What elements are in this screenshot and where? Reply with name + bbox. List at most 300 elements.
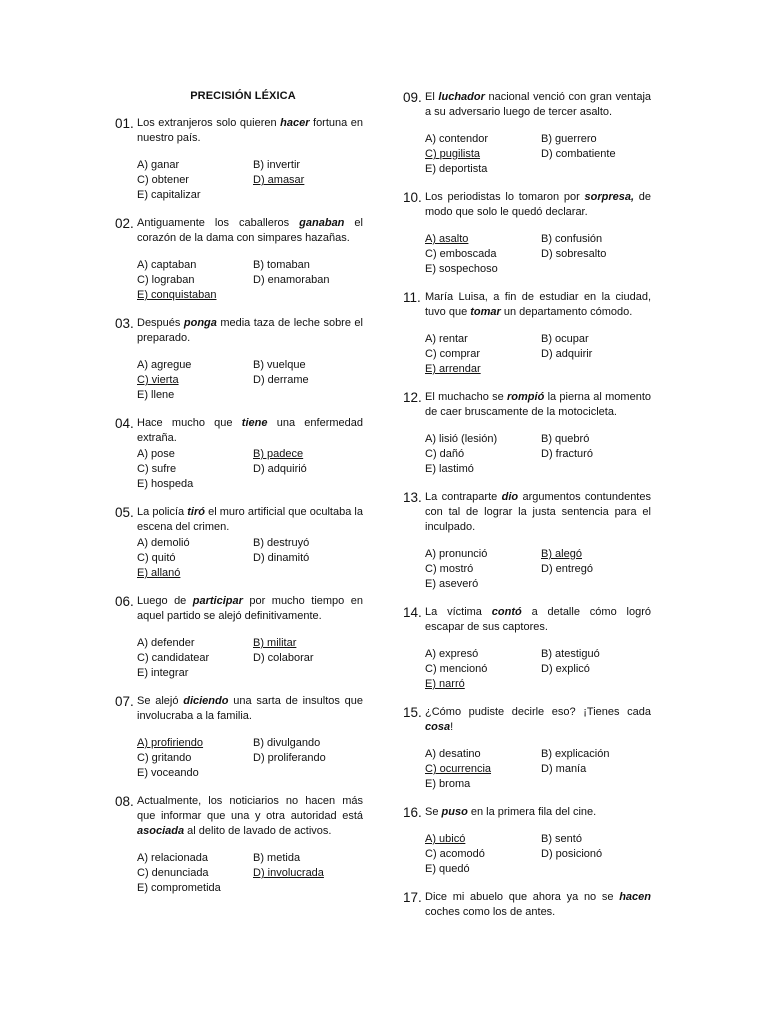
answer-option (253, 536, 369, 551)
stem-after: un departamento cómodo. (500, 306, 633, 318)
answer-option (541, 847, 657, 862)
question-number: 11. (403, 290, 421, 305)
answer-option-label: A) asalto (425, 233, 469, 245)
question-stem (115, 316, 363, 346)
keyword: rompió (507, 391, 545, 403)
answer-option-label: E) sospechoso (425, 263, 498, 275)
answer-option-label: E) quedó (425, 863, 470, 875)
answer-options (425, 332, 651, 377)
answer-option-label: D) manía (541, 763, 587, 775)
answer-option-label: D) sobresalto (541, 248, 607, 260)
question-stem (115, 794, 363, 839)
answer-option-label: C) comprar (425, 348, 481, 360)
answer-option-label: B) guerrero (541, 133, 597, 145)
answer-option-label: C) sufre (137, 463, 177, 475)
stem-before: ¿Cómo pudiste decirle eso? ¡Tienes cada (425, 706, 651, 718)
answer-option (253, 358, 369, 373)
answer-option-label: E) voceando (137, 767, 199, 779)
answer-option-correct (425, 762, 541, 777)
answer-option (137, 651, 253, 666)
stem-after: la pierna al momento de caer bruscamente de la motocicleta. (425, 391, 651, 418)
answer-option-label: B) explicación (541, 748, 610, 760)
answer-option (541, 132, 657, 147)
answer-option-label: E) deportista (425, 163, 488, 175)
answer-options (137, 258, 363, 303)
answer-option (425, 577, 541, 592)
answer-option (541, 747, 657, 762)
answer-option-label: C) mencionó (425, 663, 488, 675)
answer-option-label: B) quebró (541, 433, 590, 445)
answer-option-label: E) allanó (137, 567, 181, 579)
page-title: PRECISIÓN LÉXICA (190, 90, 296, 102)
stem-before: Antiguamente los caballeros (137, 217, 300, 229)
stem-after: de modo que solo le quedó declarar. (425, 191, 651, 218)
question-text (425, 290, 651, 320)
answer-option (137, 462, 253, 477)
answer-option-label: D) colaborar (253, 652, 314, 664)
question-number: 07. (115, 694, 134, 709)
answer-option (541, 562, 657, 577)
answer-option-correct (253, 447, 369, 462)
answer-option (541, 147, 657, 162)
question-4 (115, 416, 363, 492)
stem-after: una enfermedad extraña. (137, 417, 364, 444)
question-number: 15. (403, 705, 422, 720)
answer-option (137, 477, 253, 492)
answer-option-correct (137, 566, 253, 581)
answer-option (425, 562, 541, 577)
answer-option-label: D) adquirió (253, 463, 307, 475)
answer-option-label: D) fracturó (541, 448, 593, 460)
question-stem (403, 890, 651, 920)
question-stem (115, 694, 363, 724)
answer-option (425, 462, 541, 477)
answer-option (137, 881, 253, 896)
question-2 (115, 216, 363, 303)
stem-before: El (425, 91, 439, 103)
question-text (137, 216, 363, 246)
answer-option (253, 373, 369, 388)
question-stem (115, 505, 363, 535)
stem-after: media taza de leche sobre el preparado. (137, 317, 363, 344)
answer-option (425, 332, 541, 347)
answer-option-label: B) sentó (541, 833, 582, 845)
keyword: cosa (425, 721, 451, 733)
answer-options (425, 647, 651, 692)
answer-option (541, 447, 657, 462)
answer-option-label: A) expresó (425, 648, 479, 660)
question-14 (403, 605, 651, 692)
question-text (137, 794, 363, 839)
answer-option (425, 777, 541, 792)
answer-option-label: C) denunciada (137, 867, 209, 879)
answer-option-label: A) profiriendo (137, 737, 204, 749)
question-text (137, 594, 363, 624)
answer-option (137, 551, 253, 566)
answer-option-label: E) comprometida (137, 882, 221, 894)
answer-option-correct (541, 547, 657, 562)
question-stem (403, 190, 651, 220)
answer-option (425, 747, 541, 762)
stem-after: argumentos contundentes con tal de lograr la justa sentencia para el inculpado. (425, 491, 651, 533)
question-text (425, 605, 651, 635)
answer-option-correct (137, 288, 253, 303)
answer-option-correct (253, 636, 369, 651)
keyword: ganaban (299, 217, 345, 229)
answer-option-label: D) combatiente (541, 148, 616, 160)
question-number: 04. (115, 416, 134, 431)
stem-before: El muchacho se (425, 391, 508, 403)
answer-option (137, 258, 253, 273)
question-text (425, 90, 651, 120)
answer-option (137, 751, 253, 766)
keyword: ponga (183, 317, 217, 329)
answer-option (137, 447, 253, 462)
question-number: 06. (115, 594, 134, 609)
answer-option-label: C) mostró (425, 563, 474, 575)
answer-option-label: D) enamoraban (253, 274, 330, 286)
question-stem (403, 290, 651, 320)
question-stem (403, 490, 651, 535)
stem-after: fortuna en nuestro país. (137, 117, 364, 144)
question-text (425, 890, 651, 920)
question-text (137, 116, 363, 146)
question-number: 14. (403, 605, 422, 620)
question-8 (115, 794, 363, 896)
answer-option (425, 262, 541, 277)
answer-option-label: E) arrendar (425, 363, 481, 375)
answer-option-correct (425, 147, 541, 162)
question-text (137, 416, 363, 446)
answer-option (137, 851, 253, 866)
answer-option-label: C) emboscada (425, 248, 497, 260)
question-number: 08. (115, 794, 134, 809)
answer-option-label: D) amasar (253, 174, 305, 186)
answer-options (137, 736, 363, 781)
question-12 (403, 390, 651, 477)
answer-option-label: E) aseveró (425, 578, 479, 590)
stem-before: María Luisa, a fin de estudiar en la ciudad, tuvo que (425, 291, 651, 318)
answer-options (137, 851, 363, 896)
question-stem (403, 390, 651, 420)
stem-after: coches como los de antes. (425, 906, 556, 918)
answer-option (541, 762, 657, 777)
answer-option (137, 273, 253, 288)
keyword: participar (192, 595, 243, 607)
answer-options (137, 536, 363, 581)
keyword: hacer (280, 117, 310, 129)
answer-option-label: B) alegó (541, 548, 582, 560)
answer-option (425, 247, 541, 262)
answer-option-label: A) captaban (137, 259, 197, 271)
answer-option-label: C) ocurrencia (425, 763, 492, 775)
answer-option-correct (425, 362, 541, 377)
stem-after: el muro artificial que ocultaba la escena del crimen. (137, 506, 363, 533)
answer-option-label: E) conquistaban (137, 289, 217, 301)
answer-option-label: A) relacionada (137, 852, 208, 864)
answer-option-label: E) narró (425, 678, 465, 690)
answer-option (541, 347, 657, 362)
question-15 (403, 705, 651, 792)
keyword: hacen (619, 891, 651, 903)
question-text (425, 190, 651, 220)
keyword: tiró (187, 506, 205, 518)
answer-option-label: E) hospeda (137, 478, 194, 490)
question-17 (403, 890, 651, 920)
answer-option (425, 162, 541, 177)
answer-option (253, 736, 369, 751)
answer-option-label: C) acomodó (425, 848, 485, 860)
question-5 (115, 505, 363, 581)
question-number: 09. (403, 90, 422, 105)
question-list-right (403, 90, 651, 920)
answer-options (137, 447, 363, 492)
stem-after: ! (450, 721, 454, 733)
answer-option-label: B) metida (253, 852, 301, 864)
question-stem (115, 594, 363, 624)
answer-option (253, 158, 369, 173)
answer-option-label: B) tomaban (253, 259, 310, 271)
question-text (425, 490, 651, 535)
answer-option-correct (253, 173, 369, 188)
question-text (137, 694, 363, 724)
question-number: 16. (403, 805, 422, 820)
question-stem (403, 705, 651, 735)
question-text (425, 705, 651, 735)
answer-options (137, 158, 363, 203)
answer-option-correct (425, 232, 541, 247)
question-text (137, 505, 363, 535)
question-text (425, 390, 651, 420)
question-list-left (115, 116, 363, 896)
stem-before: Los periodistas lo tomaron por (425, 191, 585, 203)
stem-before: La contraparte (425, 491, 502, 503)
question-3 (115, 316, 363, 403)
answer-option-label: D) involucrada (253, 867, 324, 879)
answer-option (425, 847, 541, 862)
answer-option (253, 851, 369, 866)
question-16 (403, 805, 651, 877)
answer-option-correct (425, 832, 541, 847)
question-number: 10. (403, 190, 422, 205)
answer-option-label: C) quitó (137, 552, 176, 564)
answer-option-label: A) ganar (137, 159, 180, 171)
question-number: 03. (115, 316, 134, 331)
keyword: sorpresa, (584, 191, 635, 203)
answer-option (541, 332, 657, 347)
answer-option-label: D) posicionó (541, 848, 603, 860)
stem-before: Los extranjeros solo quieren (137, 117, 281, 129)
answer-option-label: A) contendor (425, 133, 488, 145)
answer-option-label: D) dinamitó (253, 552, 310, 564)
answer-option (425, 347, 541, 362)
question-6 (115, 594, 363, 681)
answer-option-label: C) gritando (137, 752, 192, 764)
question-stem (115, 116, 363, 146)
question-text (137, 316, 363, 346)
answer-option (253, 751, 369, 766)
answer-option (425, 132, 541, 147)
answer-option (137, 536, 253, 551)
answer-option-label: C) candidatear (137, 652, 210, 664)
answer-option-label: D) explicó (541, 663, 590, 675)
answer-option (137, 358, 253, 373)
answer-option (137, 188, 253, 203)
answer-option-label: B) militar (253, 637, 297, 649)
stem-after: al delito de lavado de activos. (184, 825, 332, 837)
answer-option-label: A) agregue (137, 359, 192, 371)
answer-option (137, 866, 253, 881)
answer-option (541, 247, 657, 262)
answer-option-label: A) rentar (425, 333, 468, 345)
answer-option-label: A) pronunció (425, 548, 488, 560)
question-number: 12. (403, 390, 422, 405)
answer-option (253, 551, 369, 566)
keyword: tiene (241, 417, 268, 429)
stem-before: Se (425, 806, 442, 818)
answer-option-label: B) padece (253, 448, 304, 460)
answer-option-label: A) lisió (lesión) (425, 433, 498, 445)
answer-options (137, 358, 363, 403)
keyword: tomar (470, 306, 501, 318)
stem-before: Luego de (137, 595, 193, 607)
answer-option-label: B) invertir (253, 159, 301, 171)
stem-before: La víctima (425, 606, 492, 618)
answer-option-label: C) vierta (137, 374, 179, 386)
answer-option-label: C) pugilista (425, 148, 481, 160)
question-text (425, 805, 651, 820)
answer-options (137, 636, 363, 681)
question-number: 13. (403, 490, 422, 505)
answer-option-label: A) defender (137, 637, 195, 649)
stem-after: el corazón de la dama con simpares hazañas. (137, 217, 363, 244)
answer-option-label: E) llene (137, 389, 175, 401)
answer-option-label: C) dañó (425, 448, 465, 460)
answer-options (425, 432, 651, 477)
keyword: puso (441, 806, 468, 818)
answer-option-label: E) integrar (137, 667, 189, 679)
answer-option-label: D) entregó (541, 563, 593, 575)
question-number: 17. (403, 890, 422, 905)
answer-option (425, 647, 541, 662)
answer-option (137, 388, 253, 403)
answer-option (541, 232, 657, 247)
question-11 (403, 290, 651, 377)
stem-after: nacional venció con gran ventaja a su adversario luego de tercer asalto. (425, 91, 652, 118)
answer-option-label: E) capitalizar (137, 189, 201, 201)
answer-option (425, 662, 541, 677)
answer-options (425, 132, 651, 177)
answer-option-label: B) atestiguó (541, 648, 600, 660)
right-column (403, 90, 651, 933)
stem-before: La policía (137, 506, 188, 518)
answer-option-label: D) proliferando (253, 752, 326, 764)
question-10 (403, 190, 651, 277)
answer-option-label: A) pose (137, 448, 175, 460)
answer-option (137, 666, 253, 681)
question-stem (403, 605, 651, 635)
stem-before: Se alejó (137, 695, 184, 707)
stem-after: en la primera fila del cine. (467, 806, 597, 818)
answer-option-label: A) ubicó (425, 833, 466, 845)
answer-option-label: B) destruyó (253, 537, 310, 549)
answer-option (425, 547, 541, 562)
keyword: contó (491, 606, 522, 618)
answer-option (541, 647, 657, 662)
question-stem (115, 416, 363, 446)
question-13 (403, 490, 651, 592)
answer-option (253, 258, 369, 273)
question-number: 02. (115, 216, 134, 231)
question-stem (403, 805, 651, 820)
answer-option-correct (137, 373, 253, 388)
keyword: dio (501, 491, 519, 503)
answer-option-label: A) desatino (425, 748, 481, 760)
answer-option-label: E) broma (425, 778, 471, 790)
answer-options (425, 547, 651, 592)
stem-after: a detalle cómo logró escapar de sus captores. (425, 606, 651, 633)
answer-option-label: B) confusión (541, 233, 603, 245)
keyword: diciendo (183, 695, 229, 707)
left-column (115, 90, 363, 909)
answer-option-label: B) vuelque (253, 359, 306, 371)
question-1 (115, 116, 363, 203)
answer-option (253, 273, 369, 288)
answer-option (137, 173, 253, 188)
answer-option-label: E) lastimó (425, 463, 474, 475)
answer-option (137, 158, 253, 173)
answer-option-label: A) demolió (137, 537, 190, 549)
stem-before: Hace mucho que (137, 417, 242, 429)
answer-option (425, 862, 541, 877)
answer-option (137, 766, 253, 781)
stem-before: Después (137, 317, 184, 329)
question-stem (115, 216, 363, 246)
stem-after: por mucho tiempo en aquel partido se alejó definitivamente. (137, 595, 363, 622)
stem-before: Actualmente, los noticiarios no hacen más que informar que una y otra autoridad está (137, 795, 363, 822)
answer-option-correct (137, 736, 253, 751)
answer-option (541, 662, 657, 677)
stem-after: una sarta de insultos que involucraba a la familia. (137, 695, 363, 722)
answer-option (541, 832, 657, 847)
answer-options (425, 832, 651, 877)
question-9 (403, 90, 651, 177)
answer-option (541, 432, 657, 447)
answer-option-correct (425, 677, 541, 692)
question-7 (115, 694, 363, 781)
answer-option-correct (253, 866, 369, 881)
keyword: luchador (438, 91, 485, 103)
answer-option-label: B) divulgando (253, 737, 321, 749)
answer-option-label: C) obtener (137, 174, 189, 186)
answer-options (425, 747, 651, 792)
answer-option-label: D) adquirir (541, 348, 593, 360)
stem-before: Dice mi abuelo que ahora ya no se (425, 891, 620, 903)
question-stem (403, 90, 651, 120)
answer-option-label: D) derrame (253, 374, 309, 386)
question-number: 05. (115, 505, 134, 520)
answer-option (425, 447, 541, 462)
answer-option (425, 432, 541, 447)
answer-option-label: B) ocupar (541, 333, 589, 345)
question-number: 01. (115, 116, 134, 131)
answer-option (137, 636, 253, 651)
answer-options (425, 232, 651, 277)
answer-option (253, 462, 369, 477)
answer-option (253, 651, 369, 666)
answer-option-label: C) lograban (137, 274, 195, 286)
keyword: asociada (137, 825, 185, 837)
